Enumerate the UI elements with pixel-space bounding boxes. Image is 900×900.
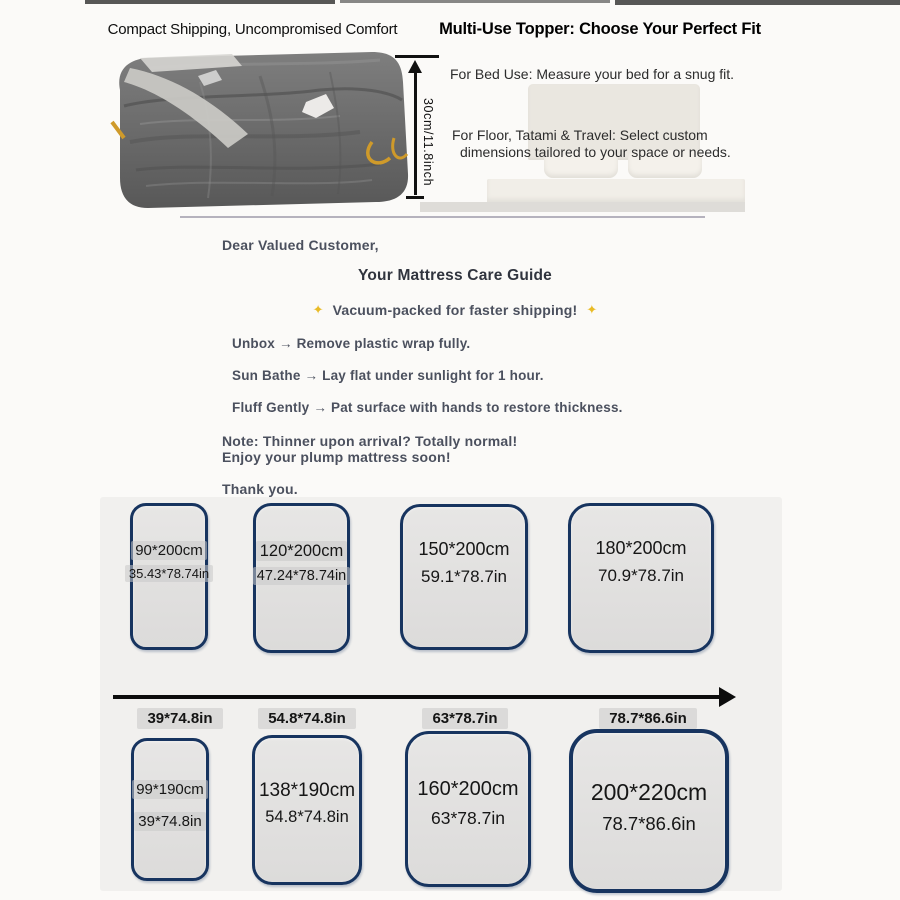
multi-use-title: Multi-Use Topper: Choose Your Perfect Fit (439, 20, 761, 38)
axis-label-39x74.8: 39*74.8in (118, 708, 242, 729)
care-step-sun-bathe: Sun Bathe → Lay flat under sunlight for 1 hour. (232, 368, 544, 383)
vacuum-package-illustration (110, 46, 412, 212)
greeting-text: Dear Valued Customer, (222, 237, 379, 253)
axis-label-78.7x86.6: 78.7*86.6in (572, 708, 724, 729)
size-cm-label: 120*200cm (256, 541, 347, 561)
axis-label-54.8x74.8: 54.8*74.8in (252, 708, 362, 729)
care-step-fluff: Fluff Gently → Pat surface with hands to restore thickness. (232, 400, 623, 415)
size-option-180x200 (568, 503, 714, 653)
size-cm-label: 138*190cm (258, 780, 356, 801)
diamond-icon: ✦ (312, 302, 324, 317)
size-inch-label: 63*78.7in (431, 808, 505, 828)
compact-shipping-title: Compact Shipping, Uncompromised Comfort (107, 21, 398, 38)
size-inch-label: 39*74.8in (134, 812, 205, 831)
top-edge-artifact (340, 0, 610, 3)
measure-arrow-shaft (414, 71, 417, 195)
care-guide-title: Your Mattress Care Guide (357, 267, 552, 284)
top-edge-artifact (85, 0, 335, 4)
diamond-icon: ✦ (586, 302, 598, 317)
floor-use-text-line1: For Floor, Tatami & Travel: Select custom (452, 127, 708, 143)
bed-base (487, 179, 745, 203)
size-option-138x190 (252, 735, 362, 885)
note-line-1: Note: Thinner upon arrival? Totally normal! (222, 433, 518, 449)
measure-bottom-tick (406, 196, 424, 199)
size-inch-label: 54.8*74.8in (265, 808, 349, 826)
bed-use-text: For Bed Use: Measure your bed for a snug fit. (450, 66, 735, 82)
size-option-150x200 (400, 504, 528, 650)
vacuum-highlight-line (245, 302, 665, 318)
size-inch-label: 59.1*78.7in (420, 567, 508, 586)
care-step-unbox: Unbox → Remove plastic wrap fully. (232, 336, 471, 351)
axis-label-63x78.7: 63*78.7in (410, 708, 520, 729)
floor-use-text-line2: dimensions tailored to your space or needs. (460, 144, 731, 160)
size-inch-label: 78.7*86.6in (602, 813, 696, 834)
bed-floor-shadow (420, 202, 745, 212)
size-option-160x200 (405, 731, 531, 887)
size-cm-label: 160*200cm (417, 778, 519, 800)
package-height-label: 30cm/11.8inch (421, 98, 435, 187)
size-axis-arrowhead-icon (719, 687, 736, 707)
size-inch-label: 47.24*78.74in (253, 567, 351, 585)
size-option-99x190 (131, 738, 209, 881)
measure-cap-bar (395, 55, 439, 58)
size-cm-label: 99*190cm (132, 780, 208, 799)
vacuum-packed-mattress-photo (110, 46, 412, 212)
size-option-200x220 (569, 729, 729, 893)
thank-you-text: Thank you. (222, 481, 298, 497)
top-edge-artifact (615, 0, 900, 5)
size-cm-label: 150*200cm (418, 539, 510, 559)
section-divider (180, 216, 705, 218)
size-inch-label: 35.43*78.74in (125, 565, 213, 582)
size-cm-label: 200*220cm (590, 779, 708, 805)
size-option-120x200 (253, 503, 350, 653)
size-cm-label: 180*200cm (595, 538, 687, 558)
note-line-2: Enjoy your plump mattress soon! (222, 449, 451, 465)
size-cm-label: 90*200cm (131, 541, 207, 560)
size-option-90x200 (130, 503, 208, 650)
vacuum-highlight-text: Vacuum-packed for faster shipping! (332, 302, 578, 318)
size-inch-label: 70.9*78.7in (597, 566, 685, 585)
size-axis-arrow-line (113, 695, 721, 699)
